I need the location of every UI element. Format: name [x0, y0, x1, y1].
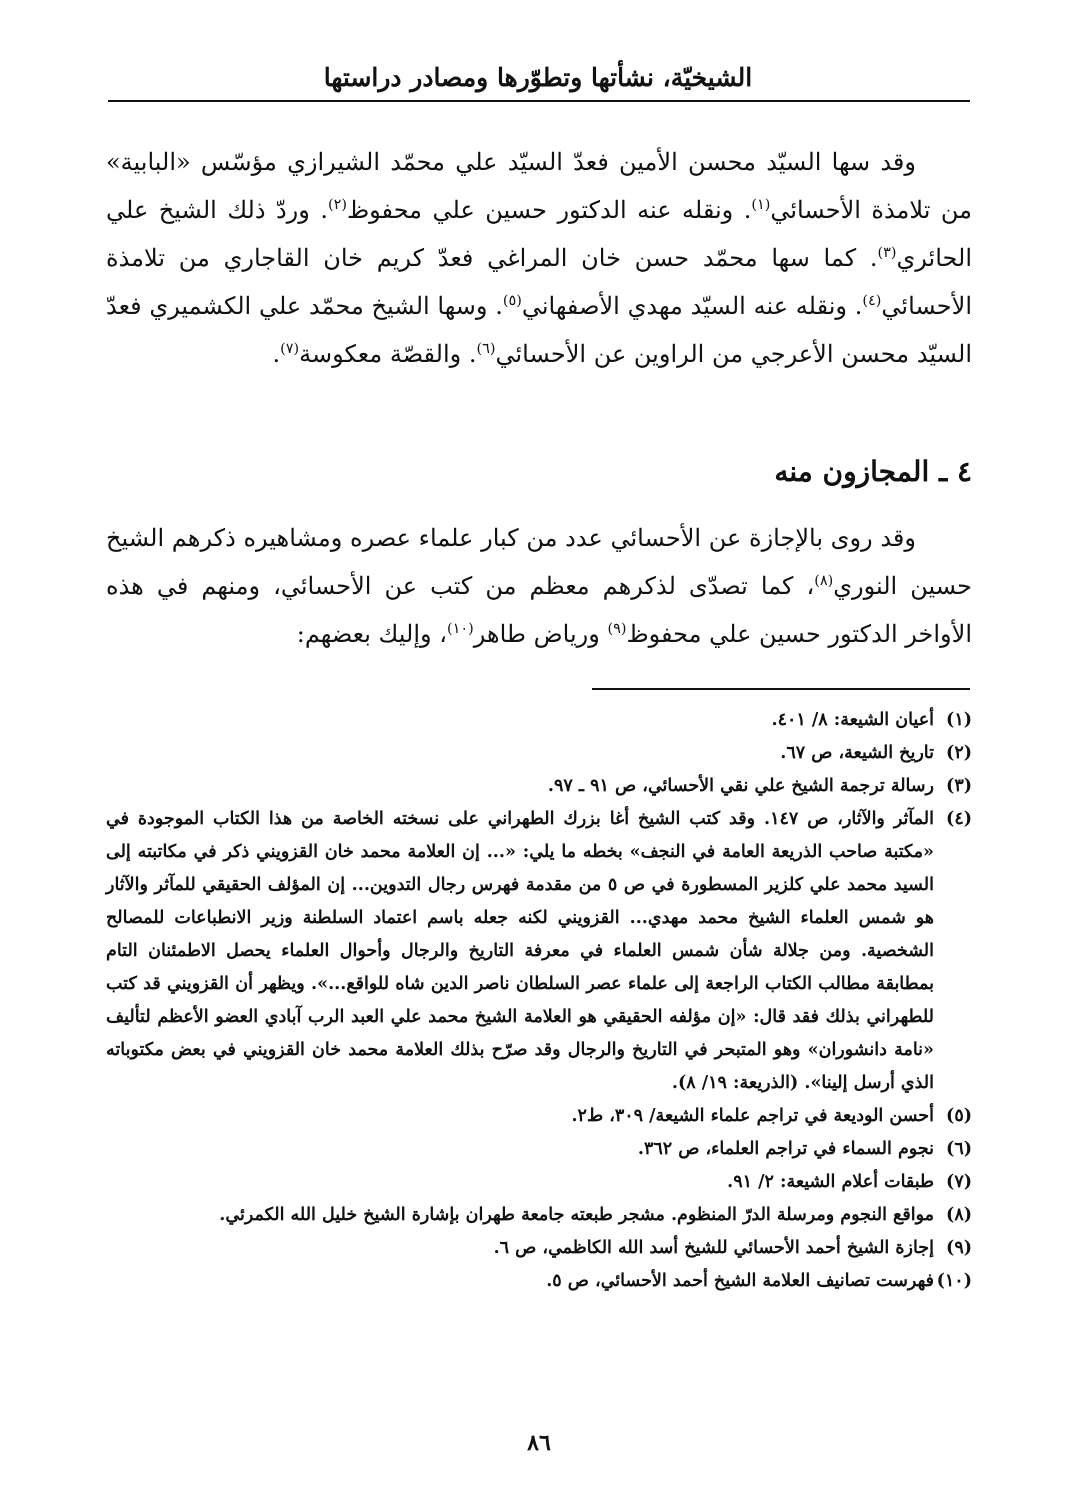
footnote-number: (١) [946, 710, 972, 730]
footnote-number: (٤) [946, 809, 972, 829]
page-number: ٨٦ [527, 1430, 551, 1456]
section-heading: ٤ ـ المجازون منه [774, 455, 972, 488]
footnote-text: رسالة ترجمة الشيخ علي نقي الأحسائي، ص ٩١ ـ ٩٧. [547, 776, 934, 796]
footnote-5 [106, 1100, 972, 1133]
footnote-3 [106, 770, 972, 803]
footnote-number: (٩) [946, 1238, 972, 1258]
footnote-text: مواقع النجوم ومرسلة الدرّ المنظوم. مشجر طبعته جامعة طهران بإشارة الشيخ خليل الله الكمرئي. [219, 1205, 934, 1225]
text-run: . ونقله عنه الدكتور حسين علي محفوظ [346, 196, 752, 224]
footnote-number: (٥) [946, 1106, 972, 1126]
footnote-ref[interactable]: (٩) [607, 621, 627, 637]
footnote-text: طبقات أعلام الشيعة: ٢/ ٩١. [727, 1172, 934, 1192]
footnote-number: (٣) [946, 776, 972, 796]
footnote-ref[interactable]: (٥) [502, 293, 522, 309]
footnote-text: نجوم السماء في تراجم العلماء، ص ٣٦٢. [637, 1139, 934, 1159]
text-run: . ونقله عنه السيّد مهدي الأصفهاني [521, 292, 863, 320]
footnote-ref[interactable]: (١) [751, 197, 771, 213]
footnotes [106, 704, 972, 1298]
footnote-number: (٦) [946, 1139, 972, 1159]
text-run: وقد سها السيّد محسن الأمين فعدّ السيّد علي محمّد الشيرازي مؤسّس «البابية» من تلامذة الأحسائي [106, 148, 972, 224]
footnote-number: (١٠) [936, 1271, 972, 1291]
footnote-ref[interactable]: (٣) [877, 245, 897, 261]
footnote-ref[interactable]: (٧) [280, 341, 300, 357]
text-run: . [272, 340, 281, 368]
footnote-9 [106, 1232, 972, 1265]
text-run: ورياض طاهر [473, 620, 608, 648]
text-run: . وردّ ذلك الشيخ علي الحائري [106, 196, 972, 272]
footnote-text: أعيان الشيعة: ٨/ ٤٠١. [771, 710, 934, 730]
paragraph-1 [106, 138, 972, 378]
footnote-number: (٨) [946, 1205, 972, 1225]
footnote-text: تاريخ الشيعة، ص ٦٧. [780, 743, 934, 763]
footnote-ref[interactable]: (١٠) [446, 621, 474, 637]
main-text-2 [106, 514, 972, 658]
footnote-4 [106, 803, 972, 1100]
running-title: الشيخيّة، نشأتها وتطوّرها ومصادر دراستها [323, 63, 753, 92]
footnote-number: (٢) [946, 743, 972, 763]
footnote-text: إجازة الشيخ أحمد الأحسائي للشيخ أسد الله الكاظمي، ص ٦. [493, 1238, 934, 1258]
footnote-ref[interactable]: (٤) [862, 293, 882, 309]
footnote-text: المآثر والآثار، ص ١٤٧. وقد كتب الشيخ أغا بزرك الطهراني على نسخته الخاصة من هذا الكتاب الموجودة في «مكتبة صاحب الذريعة العامة في النجف» بخطه ما يلي: «... إن العلامة محمد خان القزويني ذكر في مكاتبته إلى السيد محمد علي كلزير المسطورة في ص ٥ من مقدمة فهرس رجال التدوين... إن المؤلف الحقيقي للمآثر والآثار هو شمس العلماء الشيخ محمد مهدي... القزويني لكنه جعله باسم اعتماد السلطنة وزير الانطباعات للمصالح الشخصية. ومن جلالة شأن شمس العلماء في معرفة التاريخ والرجال وأحوال العلماء يحصل الاطمئنان التام بمطابقة مطالب الكتاب الراجعة إلى علماء عصر السلطان ناصر الدين شاه للواقع...». ويظهر أن القزويني قد كتب للطهراني بذلك فقد قال: «إن مؤلفه الحقيقي هو العلامة الشيخ محمد علي العبد الرب آبادي العضو الأعظم لتأليف «نامة دانشوران» وهو المتبحر في التاريخ والرجال وقد صرّح بذلك العلامة محمد خان القزويني في بعض مكتوباته الذي أرسل إلينا». (الذريعة: ١٩/ ٨). [106, 809, 934, 1093]
header-rule [108, 100, 970, 102]
footnote-8 [106, 1199, 972, 1232]
text-run: ، وإليك بعضهم: [296, 620, 447, 648]
footnote-6 [106, 1133, 972, 1166]
footnote-2 [106, 737, 972, 770]
footnote-1 [106, 704, 972, 737]
text-run: . والقصّة معكوسة [299, 340, 477, 368]
text-run: وقد روى بالإجازة عن الأحسائي عدد من كبار علماء عصره ومشاهيره ذكرهم الشيخ حسين النوري [106, 524, 972, 600]
footnote-ref[interactable]: (٨) [814, 573, 834, 589]
footnote-text: أحسن الوديعة في تراجم علماء الشيعة/ ٣٠٩، ط٢. [571, 1106, 934, 1126]
footnote-ref[interactable]: (٢) [327, 197, 347, 213]
main-text [106, 138, 972, 378]
footnote-number: (٧) [946, 1172, 972, 1192]
footnote-ref[interactable]: (٦) [476, 341, 496, 357]
footnote-rule [592, 688, 970, 690]
text-run: ، كما تصدّى لذكرهم معظم من كتب عن الأحسائي، ومنهم في هذه الأواخر الدكتور حسين علي محفوظ [106, 572, 972, 648]
footnote-7 [106, 1166, 972, 1199]
text-run: . كما سها محمّد حسن خان المراغي فعدّ كريم خان القاجاري من تلامذة الأحسائي [106, 244, 972, 320]
text-run: . وسها الشيخ محمّد علي الكشميري فعدّ السيّد محسن الأعرجي من الراوين عن الأحسائي [106, 292, 972, 368]
footnote-text: فهرست تصانيف العلامة الشيخ أحمد الأحسائي، ص ٥. [546, 1271, 934, 1291]
paragraph-2 [106, 514, 972, 658]
footnote-10 [106, 1265, 972, 1298]
